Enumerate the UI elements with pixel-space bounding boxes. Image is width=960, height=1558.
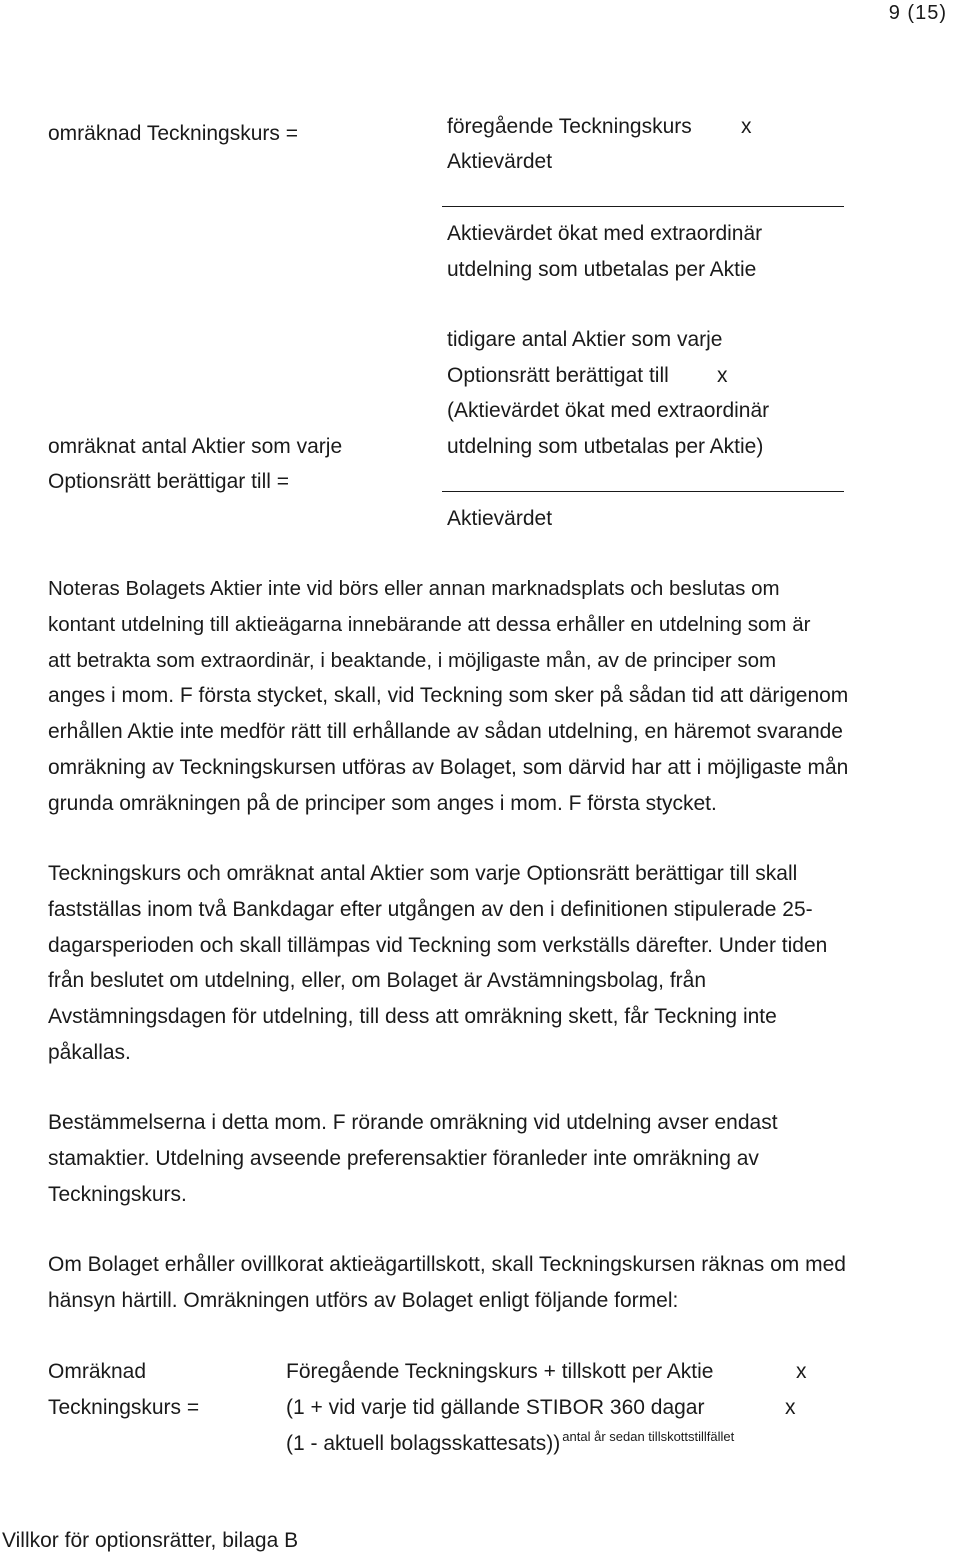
- text-line: anges i mom. F första stycket, skall, vid Teckning som sker på sådan tid att därigenom: [48, 684, 849, 708]
- text-line: hänsyn härtill. Omräkningen utförs av Bolaget enligt följande formel:: [48, 1288, 679, 1312]
- text-line: dagarsperioden och skall tillämpas vid Teckning som verkställs därefter. Under tiden: [48, 933, 828, 957]
- text-line: Avstämningsdagen för utdelning, till dess att omräkning skett, får Teckning inte: [48, 1005, 777, 1029]
- formula-numerator-line: tidigare antal Aktier som varje: [447, 328, 723, 351]
- formula-line: (1 + vid varje tid gällande STIBOR 360 dagar: [286, 1396, 705, 1419]
- formula-lhs: omräknat antal Aktier som varje: [48, 435, 343, 458]
- multiply-sign: x: [785, 1396, 796, 1419]
- text-line: erhållen Aktie inte medför rätt till erhållande av sådan utdelning, en häremot svarande: [48, 720, 843, 744]
- text-line: från beslutet om utdelning, eller, om Bolaget är Avstämningsbolag, från: [48, 969, 707, 993]
- multiply-sign: x: [796, 1360, 807, 1383]
- formula-numerator-line: Aktievärdet: [447, 150, 553, 173]
- paragraph-ordinary-shares: [48, 1105, 960, 1212]
- formula-lhs: Optionsrätt berättigar till =: [48, 470, 290, 493]
- fraction-bar: [442, 491, 844, 492]
- formula-base: (1 - aktuell bolagsskattesats)): [286, 1432, 561, 1455]
- formula-line: [286, 1426, 734, 1464]
- text-line: Om Bolaget erhåller ovillkorat aktieägartillskott, skall Teckningskursen räknas om med: [48, 1253, 846, 1276]
- formula-denominator-line: utdelning som utbetalas per Aktie: [447, 258, 757, 281]
- formula-lhs: omräknad Teckningskurs =: [48, 122, 298, 145]
- formula-lhs: Omräknad: [48, 1360, 147, 1383]
- multiply-sign: x: [741, 115, 752, 138]
- text-line: omräkning av Teckningskursen utföras av Bolaget, som därvid har att i möjligaste mån: [48, 755, 849, 779]
- formula-numerator-line: utdelning som utbetalas per Aktie): [447, 435, 764, 458]
- text-line: Teckningskurs och omräknat antal Aktier som varje Optionsrätt berättigar till skall: [48, 862, 798, 885]
- paragraph-determination-timing: [48, 856, 960, 1071]
- formula-denominator-line: Aktievärdet: [447, 507, 553, 530]
- formula-line: Föregående Teckningskurs + tillskott per Aktie: [286, 1360, 714, 1383]
- text-line: påkallas.: [48, 1040, 131, 1064]
- text-line: att betrakta som extraordinär, i beaktande, i möjligaste mån, av de principer som: [48, 648, 777, 672]
- text-line: Noteras Bolagets Aktier inte vid börs eller annan marknadsplats och beslutas om: [48, 577, 780, 600]
- paragraph-shareholder-contribution: [48, 1247, 960, 1319]
- formula-numerator-line: (Aktievärdet ökat med extraordinär: [447, 399, 770, 422]
- formula-exponent: antal år sedan tillskottstillfället: [562, 1429, 735, 1444]
- text-line: grunda omräkningen på de principer som anges i mom. F första stycket.: [48, 791, 717, 815]
- text-line: stamaktier. Utdelning avseende preferensaktier föranleder inte omräkning av: [48, 1146, 759, 1170]
- text-line: Teckningskurs.: [48, 1182, 187, 1206]
- text-line: kontant utdelning till aktieägarna innebärande att dessa erhåller en utdelning som är: [48, 612, 811, 636]
- formula-numerator-line: Optionsrätt berättigat till: [447, 364, 669, 387]
- page-number: 9 (15): [888, 2, 947, 24]
- footer: Villkor för optionsrätter, bilaga B: [2, 1529, 299, 1552]
- multiply-sign: x: [717, 364, 728, 387]
- formula-lhs: Teckningskurs =: [48, 1396, 200, 1419]
- text-line: fastställas inom två Bankdagar efter utgången av den i definitionen stipulerade 25-: [48, 897, 813, 921]
- fraction-bar: [442, 206, 844, 207]
- formula-numerator-line: föregående Teckningskurs: [447, 115, 692, 138]
- formula-denominator-line: Aktievärdet ökat med extraordinär: [447, 222, 763, 245]
- paragraph-extraordinary-dividend: [48, 571, 960, 822]
- text-line: Bestämmelserna i detta mom. F rörande omräkning vid utdelning avser endast: [48, 1111, 778, 1134]
